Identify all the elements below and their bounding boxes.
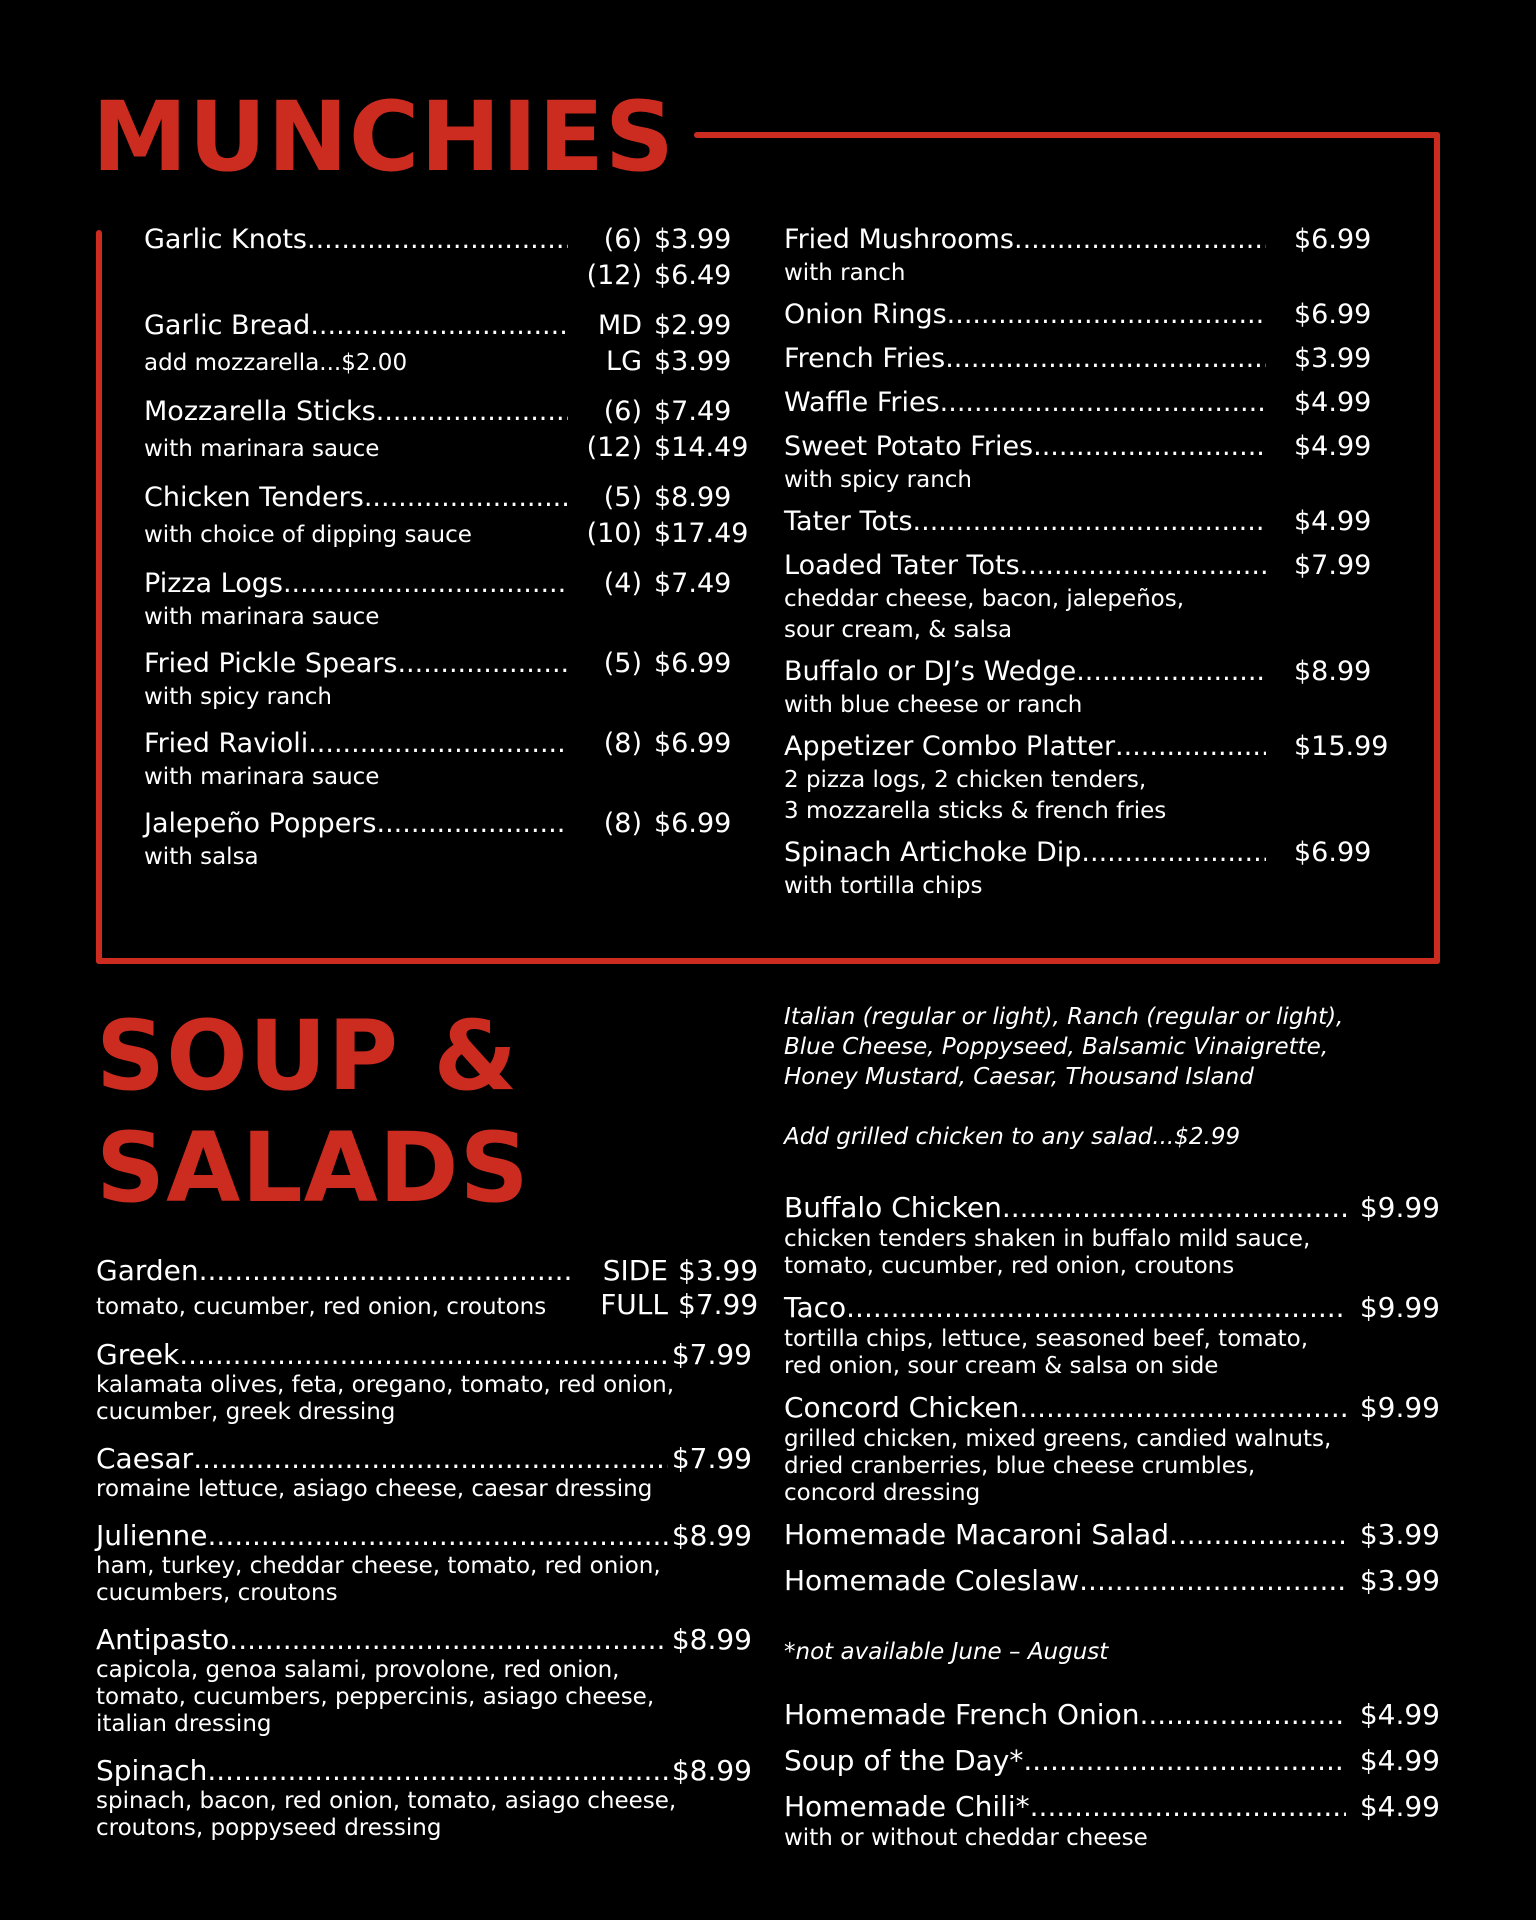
menu-item-row bbox=[784, 1290, 1440, 1326]
item-description: with ranch bbox=[784, 260, 906, 286]
item-size: (12) bbox=[586, 260, 642, 291]
menu-item-row bbox=[96, 1623, 752, 1657]
item-price-group bbox=[578, 1288, 759, 1322]
item-price: $6.99 bbox=[1294, 837, 1372, 868]
item-price-group bbox=[578, 1254, 759, 1288]
menu-item-subrow bbox=[144, 344, 734, 380]
dot-leader bbox=[376, 394, 568, 430]
dot-leader bbox=[1002, 1190, 1346, 1226]
add-chicken-note: Add grilled chicken to any salad...$2.99 bbox=[784, 1124, 1241, 1150]
menu-item-subrow bbox=[96, 1288, 759, 1322]
munchies-right-column bbox=[784, 222, 1404, 910]
dot-leader bbox=[1030, 1789, 1346, 1825]
frame-bottom-line bbox=[96, 958, 1440, 964]
item-price: $9.99 bbox=[1359, 1191, 1440, 1224]
item-name: Soup of the Day* bbox=[784, 1744, 1024, 1777]
menu-item bbox=[784, 1517, 1440, 1553]
item-size: (5) bbox=[603, 648, 642, 679]
item-name: Homemade French Onion bbox=[784, 1698, 1140, 1731]
item-price: $7.99 bbox=[671, 1442, 752, 1475]
item-size: (10) bbox=[586, 518, 642, 549]
menu-item-row bbox=[784, 1697, 1440, 1733]
menu-item bbox=[96, 1338, 752, 1426]
menu-item bbox=[144, 646, 734, 712]
item-name: Taco bbox=[784, 1291, 847, 1324]
dot-leader bbox=[208, 1519, 668, 1553]
item-description: grilled chicken, mixed greens, candied walnuts, dried cranberries, blue cheese crumbles, concord dressing bbox=[784, 1426, 1332, 1506]
item-description: with tortilla chips bbox=[784, 873, 983, 899]
dot-leader bbox=[397, 646, 568, 682]
menu-item bbox=[784, 1190, 1440, 1280]
menu-item-row bbox=[784, 654, 1404, 690]
dot-leader bbox=[1014, 222, 1266, 258]
dot-leader bbox=[1169, 1517, 1346, 1553]
menu-item-row bbox=[144, 480, 734, 516]
item-description: tomato, cucumber, red onion, croutons bbox=[96, 1294, 547, 1320]
munchies-left-column bbox=[144, 222, 749, 886]
menu-item bbox=[96, 1519, 752, 1607]
item-name: Pizza Logs bbox=[144, 568, 283, 599]
dot-leader bbox=[913, 504, 1266, 540]
menu-item-row bbox=[784, 341, 1404, 377]
item-price-group bbox=[572, 726, 734, 762]
item-name: Garlic Knots bbox=[144, 224, 307, 255]
menu-item bbox=[784, 835, 1404, 902]
dot-leader bbox=[945, 341, 1266, 377]
item-price: $4.99 bbox=[1359, 1790, 1440, 1823]
dot-leader bbox=[940, 385, 1266, 421]
menu-item bbox=[144, 566, 734, 632]
menu-item-row bbox=[784, 1789, 1440, 1825]
item-description: with marinara sauce bbox=[144, 604, 380, 630]
menu-item-row bbox=[144, 646, 734, 682]
item-name: Waffle Fries bbox=[784, 387, 940, 418]
menu-item-row bbox=[96, 1442, 752, 1476]
item-name: Homemade Chili* bbox=[784, 1790, 1030, 1823]
item-description: with spicy ranch bbox=[784, 467, 972, 493]
item-description: add mozzarella...$2.00 bbox=[144, 350, 408, 376]
dot-leader bbox=[1020, 548, 1266, 584]
item-price: $15.99 bbox=[1294, 731, 1389, 762]
item-size: (4) bbox=[603, 568, 642, 599]
item-name: Greek bbox=[96, 1338, 180, 1371]
item-price: $8.99 bbox=[671, 1754, 752, 1787]
item-price: $3.99 bbox=[1359, 1564, 1440, 1597]
item-price: $2.99 bbox=[654, 310, 732, 341]
item-name: Garlic Bread bbox=[144, 310, 311, 341]
dressing-line: Honey Mustard, Caesar, Thousand Island bbox=[784, 1064, 1254, 1090]
dressing-line: Blue Cheese, Poppyseed, Balsamic Vinaigrette, bbox=[784, 1034, 1329, 1060]
dot-leader bbox=[1079, 1563, 1346, 1599]
menu-item-row bbox=[784, 297, 1404, 333]
menu-item-subrow bbox=[144, 842, 734, 872]
menu-item bbox=[784, 297, 1404, 333]
item-name: Buffalo or DJ’s Wedge bbox=[784, 656, 1077, 687]
item-description: cheddar cheese, bacon, jalepeños, bbox=[784, 586, 1185, 612]
item-price-group bbox=[572, 516, 749, 552]
item-name: French Fries bbox=[784, 343, 946, 374]
item-name: Buffalo Chicken bbox=[784, 1191, 1002, 1224]
dot-leader bbox=[1139, 1697, 1346, 1733]
menu-item bbox=[784, 1390, 1440, 1507]
item-name: Garden bbox=[96, 1254, 199, 1287]
menu-item bbox=[96, 1442, 752, 1503]
item-size: (8) bbox=[603, 728, 642, 759]
salads-left-column bbox=[96, 1254, 759, 1858]
dot-leader bbox=[179, 1338, 668, 1372]
menu-item-row bbox=[96, 1519, 752, 1553]
menu-item-subrow bbox=[144, 516, 749, 552]
item-price: $6.49 bbox=[654, 260, 732, 291]
menu-item bbox=[144, 308, 734, 380]
item-price-group bbox=[572, 566, 734, 602]
item-name: Concord Chicken bbox=[784, 1391, 1020, 1424]
item-price: $8.99 bbox=[671, 1519, 752, 1552]
item-name: Antipasto bbox=[96, 1623, 230, 1656]
menu-item bbox=[96, 1254, 759, 1322]
item-description: with salsa bbox=[144, 844, 259, 870]
item-description: with marinara sauce bbox=[144, 764, 380, 790]
item-description: with spicy ranch bbox=[144, 684, 332, 710]
menu-item bbox=[784, 654, 1404, 721]
item-price: $7.99 bbox=[1294, 550, 1372, 581]
item-price: $4.99 bbox=[1294, 387, 1372, 418]
dot-leader bbox=[283, 566, 568, 602]
menu-item bbox=[784, 1697, 1440, 1733]
item-price: $14.49 bbox=[654, 432, 749, 463]
item-size: (6) bbox=[603, 396, 642, 427]
item-name: Spinach bbox=[96, 1754, 208, 1787]
item-description: with choice of dipping sauce bbox=[144, 522, 472, 548]
dot-leader bbox=[1019, 1390, 1346, 1426]
dot-leader bbox=[947, 297, 1266, 333]
menu-item bbox=[784, 1563, 1440, 1599]
item-price: $3.99 bbox=[678, 1254, 759, 1287]
dot-leader bbox=[310, 308, 568, 344]
item-price: $9.99 bbox=[1359, 1291, 1440, 1324]
dot-leader bbox=[1076, 654, 1266, 690]
item-name: Mozzarella Sticks bbox=[144, 396, 376, 427]
item-name: Spinach Artichoke Dip bbox=[784, 837, 1082, 868]
item-name: Fried Pickle Spears bbox=[144, 648, 398, 679]
dot-leader bbox=[1081, 835, 1266, 871]
item-price: $7.99 bbox=[678, 1288, 759, 1321]
item-price: $6.99 bbox=[654, 808, 732, 839]
menu-item bbox=[784, 429, 1404, 496]
menu-item bbox=[144, 480, 749, 552]
item-price: $4.99 bbox=[1359, 1698, 1440, 1731]
item-name: Sweet Potato Fries bbox=[784, 431, 1034, 462]
item-name: Jalepeño Poppers bbox=[144, 808, 377, 839]
menu-item-subrow bbox=[144, 258, 734, 294]
item-price: $8.99 bbox=[654, 482, 732, 513]
menu-item-row bbox=[144, 308, 734, 344]
item-description: kalamata olives, feta, oregano, tomato, red onion, cucumber, greek dressing bbox=[96, 1372, 675, 1425]
item-description: with blue cheese or ranch bbox=[784, 692, 1083, 718]
dot-leader bbox=[1033, 429, 1266, 465]
menu-item bbox=[144, 806, 734, 872]
dot-leader bbox=[1023, 1743, 1346, 1779]
frame-left-line bbox=[96, 230, 102, 964]
item-size: (12) bbox=[586, 432, 642, 463]
dot-leader bbox=[364, 480, 568, 516]
item-price: $8.99 bbox=[1294, 656, 1372, 687]
item-price: $6.99 bbox=[1294, 224, 1372, 255]
menu-item bbox=[144, 394, 749, 466]
menu-item-row bbox=[96, 1338, 752, 1372]
salads-left-list bbox=[96, 1338, 752, 1842]
menu-item bbox=[784, 504, 1404, 540]
item-description: tortilla chips, lettuce, seasoned beef, tomato, red onion, sour cream & salsa on side bbox=[784, 1326, 1309, 1379]
item-price: $6.99 bbox=[654, 648, 732, 679]
item-name: Tater Tots bbox=[784, 506, 913, 537]
menu-item bbox=[784, 548, 1404, 646]
menu-item-subrow bbox=[144, 682, 734, 712]
dot-leader bbox=[376, 806, 568, 842]
menu-item-row bbox=[144, 394, 734, 430]
menu-item-row bbox=[784, 1743, 1440, 1779]
item-price: $6.99 bbox=[654, 728, 732, 759]
item-description: spinach, bacon, red onion, tomato, asiago cheese, croutons, poppyseed dressing bbox=[96, 1788, 677, 1841]
item-description: sour cream, & salsa bbox=[784, 617, 1013, 643]
menu-item-row bbox=[144, 806, 734, 842]
item-size: MD bbox=[597, 310, 642, 341]
item-description: 2 pizza logs, 2 chicken tenders, bbox=[784, 767, 1147, 793]
item-price-group bbox=[572, 344, 734, 380]
menu-item-row bbox=[784, 385, 1404, 421]
dot-leader bbox=[1115, 729, 1266, 765]
dot-leader bbox=[308, 726, 568, 762]
menu-item-row bbox=[784, 504, 1404, 540]
menu-item bbox=[784, 729, 1404, 827]
menu-item-row bbox=[784, 1517, 1440, 1553]
item-name: Chicken Tenders bbox=[144, 482, 364, 513]
item-size: LG bbox=[606, 346, 642, 377]
item-description: 3 mozzarella sticks & french fries bbox=[784, 798, 1167, 824]
item-size: (8) bbox=[603, 808, 642, 839]
menu-item bbox=[784, 385, 1404, 421]
dot-leader bbox=[193, 1442, 668, 1476]
item-name: Appetizer Combo Platter bbox=[784, 731, 1116, 762]
item-price-group bbox=[572, 222, 734, 258]
item-price-group bbox=[572, 308, 734, 344]
item-price-group bbox=[572, 646, 734, 682]
item-price: $3.99 bbox=[1294, 343, 1372, 374]
menu-item-row bbox=[784, 429, 1404, 465]
item-price: $7.49 bbox=[654, 568, 732, 599]
menu-item-row bbox=[784, 548, 1404, 584]
menu-item-row bbox=[784, 835, 1404, 871]
item-size: (5) bbox=[603, 482, 642, 513]
item-price: $4.99 bbox=[1359, 1744, 1440, 1777]
item-name: Caesar bbox=[96, 1442, 194, 1475]
item-price: $7.99 bbox=[671, 1338, 752, 1371]
item-name: Fried Mushrooms bbox=[784, 224, 1015, 255]
item-description: romaine lettuce, asiago cheese, caesar dressing bbox=[96, 1476, 653, 1502]
item-name: Homemade Macaroni Salad bbox=[784, 1518, 1169, 1551]
item-name: Homemade Coleslaw bbox=[784, 1564, 1080, 1597]
item-description: with or without cheddar cheese bbox=[784, 1825, 1148, 1851]
item-description: capicola, genoa salami, provolone, red onion, tomato, cucumbers, peppercinis, asiago cheese, italian dressing bbox=[96, 1657, 655, 1737]
item-size: FULL bbox=[600, 1288, 668, 1321]
item-price-group bbox=[572, 258, 734, 294]
dot-leader bbox=[307, 222, 568, 258]
menu-item-row bbox=[144, 566, 734, 602]
dressing-options bbox=[784, 1002, 1484, 1152]
item-name: Julienne bbox=[96, 1519, 208, 1552]
dot-leader bbox=[229, 1623, 668, 1657]
menu-item-row bbox=[96, 1254, 759, 1288]
menu-item-row bbox=[784, 1390, 1440, 1426]
menu-item-row bbox=[144, 726, 734, 762]
item-description: chicken tenders shaken in buffalo mild sauce, tomato, cucumber, red onion, croutons bbox=[784, 1226, 1311, 1279]
menu-item bbox=[144, 726, 734, 792]
menu-item bbox=[96, 1754, 752, 1842]
menu-item-row bbox=[96, 1754, 752, 1788]
item-price-group bbox=[572, 394, 734, 430]
dressing-line: Italian (regular or light), Ranch (regular or light), bbox=[784, 1004, 1344, 1030]
menu-item bbox=[784, 341, 1404, 377]
item-description: ham, turkey, cheddar cheese, tomato, red onion, cucumbers, croutons bbox=[96, 1553, 661, 1606]
frame-right-line bbox=[1434, 132, 1440, 964]
salads-right-column bbox=[784, 1190, 1440, 1862]
item-price: $3.99 bbox=[654, 224, 732, 255]
dot-leader bbox=[199, 1254, 574, 1288]
item-price-group bbox=[572, 806, 734, 842]
item-description: with marinara sauce bbox=[144, 436, 380, 462]
item-size: (6) bbox=[603, 224, 642, 255]
item-price: $3.99 bbox=[1359, 1518, 1440, 1551]
item-price: $7.49 bbox=[654, 396, 732, 427]
menu-item bbox=[784, 1290, 1440, 1380]
menu-item-subrow bbox=[144, 430, 749, 466]
menu-item-row bbox=[784, 1563, 1440, 1599]
frame-top-line bbox=[694, 132, 1440, 138]
soup-salads-heading-line2: SALADS bbox=[96, 1112, 530, 1224]
availability-note: *not available June – August bbox=[784, 1639, 1109, 1665]
menu-item-row bbox=[784, 222, 1404, 258]
munchies-heading: MUNCHIES bbox=[92, 81, 676, 193]
menu-item bbox=[784, 222, 1404, 289]
item-price: $9.99 bbox=[1359, 1391, 1440, 1424]
item-price: $6.99 bbox=[1294, 299, 1372, 330]
item-size: SIDE bbox=[602, 1254, 668, 1287]
item-price: $4.99 bbox=[1294, 506, 1372, 537]
menu-item bbox=[96, 1623, 752, 1738]
item-name: Onion Rings bbox=[784, 299, 947, 330]
item-price: $17.49 bbox=[654, 518, 749, 549]
menu-item bbox=[784, 1789, 1440, 1852]
item-price: $4.99 bbox=[1294, 431, 1372, 462]
menu-item-subrow bbox=[144, 762, 734, 792]
item-price: $8.99 bbox=[671, 1623, 752, 1656]
item-price-group bbox=[572, 430, 749, 466]
menu-item-row bbox=[784, 1190, 1440, 1226]
menu-item-row bbox=[784, 729, 1404, 765]
item-name: Fried Ravioli bbox=[144, 728, 309, 759]
soup-salads-heading-line1: SOUP & bbox=[96, 1000, 519, 1112]
menu-item bbox=[144, 222, 734, 294]
menu-item-row bbox=[144, 222, 734, 258]
item-price-group bbox=[572, 480, 734, 516]
menu-item bbox=[784, 1743, 1440, 1779]
dot-leader bbox=[846, 1290, 1346, 1326]
item-price: $3.99 bbox=[654, 346, 732, 377]
soup-salads-heading bbox=[96, 1000, 530, 1224]
menu-item-subrow bbox=[144, 602, 734, 632]
item-name: Loaded Tater Tots bbox=[784, 550, 1020, 581]
dot-leader bbox=[207, 1754, 667, 1788]
